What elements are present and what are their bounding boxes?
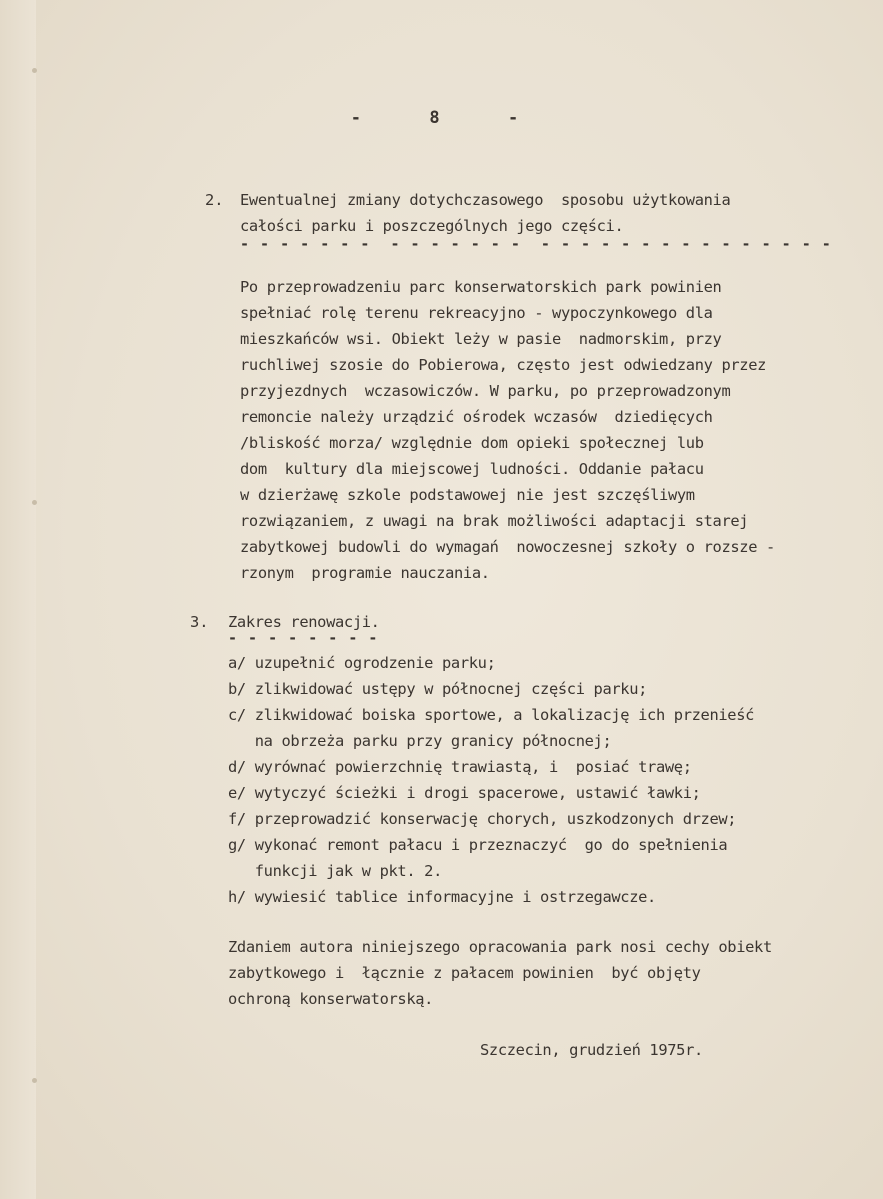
section-2-paragraph-line: dom kultury dla miejscowej ludności. Oddanie pałacu (240, 460, 704, 478)
section-2-paragraph-line: zabytkowej budowli do wymagań nowoczesnej szkoły o rozsze - (240, 538, 775, 556)
renovation-item: a/ uzupełnić ogrodzenie parku; (228, 654, 496, 672)
section-2-heading-line-2: całości parku i poszczególnych jego części. (240, 217, 624, 235)
punch-hole (32, 1078, 37, 1083)
section-2-paragraph-line: /bliskość morza/ względnie dom opieki społecznej lub (240, 434, 704, 452)
section-2-paragraph-line: przyjezdnych wczasowiczów. W parku, po przeprowadzonym (240, 382, 731, 400)
conclusion-line: zabytkowego i łącznie z pałacem powinien być objęty (228, 964, 701, 982)
section-3-underline: - - - - - - - - (228, 629, 379, 647)
section-2-paragraph-line: remoncie należy urządzić ośrodek wczasów dziedięcych (240, 408, 713, 426)
binder-margin (0, 0, 36, 1199)
renovation-item: g/ wykonać remont pałacu i przeznaczyć go do spełnienia (228, 836, 728, 854)
renovation-item: h/ wywiesić tablice informacyjne i ostrzegawcze. (228, 888, 656, 906)
section-2-paragraph-line: w dzierżawę szkole podstawowej nie jest szczęśliwym (240, 486, 695, 504)
renovation-item: funkcji jak w pkt. 2. (228, 862, 442, 880)
punch-hole (32, 500, 37, 505)
section-3-heading: Zakres renowacji. (228, 613, 380, 631)
section-2-underline: - - - - - - - - - - - - - - - - - - - - - - - - - - - - - (240, 235, 832, 253)
section-2-paragraph-line: Po przeprowadzeniu parc konserwatorskich park powinien (240, 278, 722, 296)
renovation-item: e/ wytyczyć ścieżki i drogi spacerowe, ustawić ławki; (228, 784, 701, 802)
renovation-item: d/ wyrównać powierzchnię trawiastą, i posiać trawę; (228, 758, 692, 776)
conclusion-line: Zdaniem autora niniejszego opracowania park nosi cechy obiekt (228, 938, 772, 956)
section-2-paragraph-line: spełniać rolę terenu rekreacyjno - wypoczynkowego dla (240, 304, 713, 322)
section-2-paragraph-line: rzonym programie nauczania. (240, 564, 490, 582)
section-2-number: 2. (205, 191, 224, 209)
section-2-paragraph-line: ruchliwej szosie do Pobierowa, często jest odwiedzany przez (240, 356, 767, 374)
section-3-number: 3. (190, 613, 209, 631)
renovation-item: f/ przeprowadzić konserwację chorych, uszkodzonych drzew; (228, 810, 737, 828)
place-and-date: Szczecin, grudzień 1975r. (480, 1041, 703, 1059)
renovation-item: c/ zlikwidować boiska sportowe, a lokalizację ich przenieść (228, 706, 755, 724)
page-number: - 8 - (350, 108, 520, 128)
section-2-heading-line-1: Ewentualnej zmiany dotychczasowego sposobu użytkowania (240, 191, 731, 209)
renovation-item: na obrzeża parku przy granicy północnej; (228, 732, 612, 750)
renovation-item: b/ zlikwidować ustępy w północnej części parku; (228, 680, 648, 698)
section-2-paragraph-line: rozwiązaniem, z uwagi na brak możliwości adaptacji starej (240, 512, 749, 530)
conclusion-line: ochroną konserwatorską. (228, 990, 434, 1008)
section-2-paragraph-line: mieszkańców wsi. Obiekt leży w pasie nadmorskim, przy (240, 330, 722, 348)
punch-hole (32, 68, 37, 73)
